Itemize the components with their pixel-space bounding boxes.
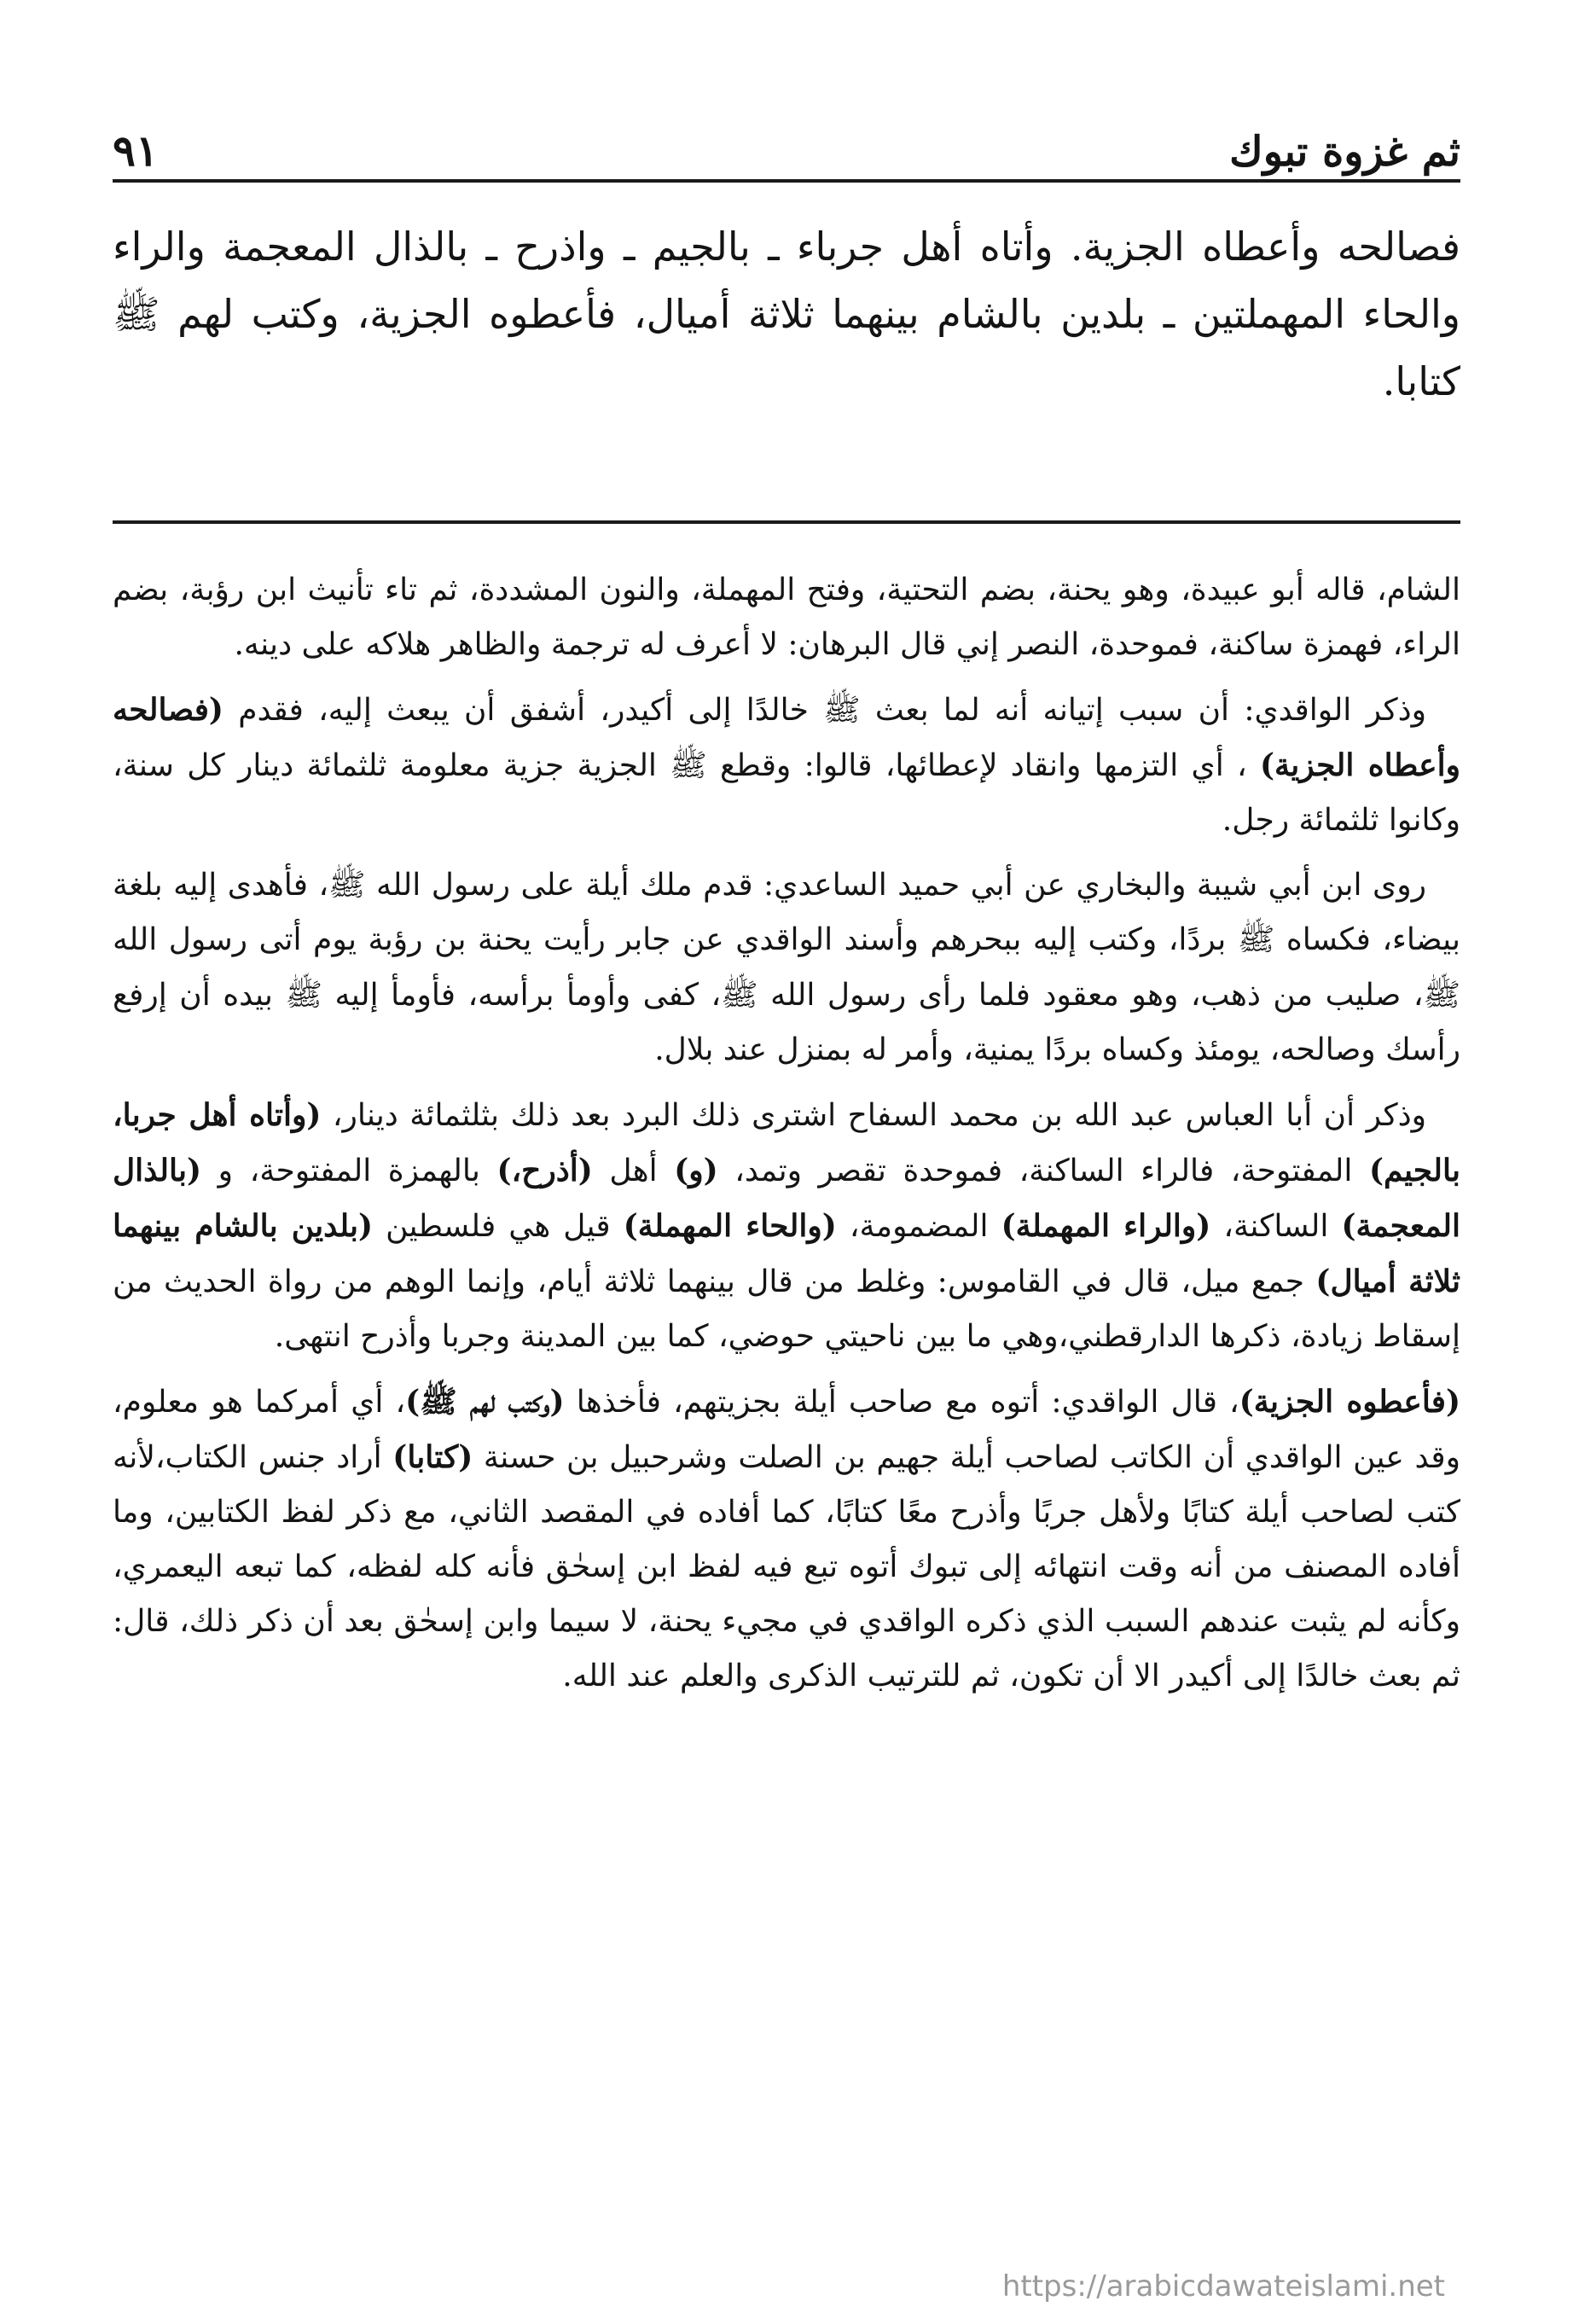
text-run: ، أي التزمها وانقاد لإعطائها، قالوا: وقطع ﷺ الجزية جزية معلومة ثلثمائة دينار كل سنة، وكانوا ثلثمائة رجل. [113,748,1460,839]
commentary-paragraph-3: روى ابن أبي شيبة والبخاري عن أبي حميد الساعدي: قدم ملك أيلة على رسول الله ﷺ، فأهدى إليه بلغة بيضاء، فكساه ﷺ بردًا، وكتب إليه ببحرهم وأسند الواقدي عن جابر رأيت يحنة بن رؤبة يوم أتى رسول الله ﷺ، صليب من ذهب، وهو معقود فلما رأى رسول الله ﷺ، كفى وأومأ برأسه، فأومأ إليه ﷺ بيده أن إرفع رأسك وصالحه، يومئذ وكساه بردًا يمنية، وأمر له بمنزل عند بلال. [113,868,1460,1067]
page-number: ٩١ [113,125,159,176]
quoted-matn: (والحاء المهملة) [623,1207,837,1244]
watermark-url: https://arabicdawateislami.net [1001,2269,1445,2304]
quoted-matn: (و) [674,1152,718,1188]
text-run: المفتوحة، فالراء الساكنة، فموحدة تقصر وتمد، [717,1153,1369,1188]
quoted-matn: (كتابا) [392,1439,473,1476]
running-title: ثم غزوة تبوك [1229,128,1460,176]
text-run: وذكر الواقدي: أن سبب إتيانه أنه لما بعث ﷺ خالدًا إلى أكيدر، أشفق أن يبعث إليه، فقدم [223,693,1426,729]
quoted-matn: (بالذال المعجمة) [113,1152,1460,1244]
text-run: الساكنة، [1210,1208,1342,1244]
commentary [113,563,1460,1715]
text-run: ، أي أمركما هو معلوم، وقد عين الواقدي أن الكاتب لصاحب أيلة جهيم بن الصلت وشرحبيل بن حسنة [113,1385,1460,1476]
text-run: أراد جنس الكتاب،لأنه كتب لصاحب أيلة كتابًا ولأهل جربًا وأذرح معًا كتابًا، كما أفاده في المقصد الثاني، مع ذكر لفظ الكتابين، وما أفاده المصنف من أنه وقت انتهائه إلى تبوك أتوه تبع فيه لفظ ابن إسحٰق فأنه كله لفظه، كما تبعه اليعمري، وكأنه لم يثبت عندهم السبب الذي ذكره الواقدي في مجيء يحنة، لا سيما وابن إسحٰق بعد أن ذكر ذلك، قال: ثم بعث خالدًا إلى أكيدر الا أن تكون، ثم للترتيب الذكرى والعلم عند الله. [113,1440,1460,1694]
page-header [113,78,1460,176]
commentary-paragraph-4 [113,1088,1460,1364]
quoted-matn: (فصالحه وأعطاه الجزية) [113,692,1460,784]
quoted-matn: (وأتاه أهل جربا، بالجيم) [113,1096,1461,1188]
text-run: المضمومة، [836,1208,1001,1244]
text-run: وذكر أن أبا العباس عبد الله بن محمد السفاح اشترى ذلك البرد بعد ذلك بثلثمائة دينار، [321,1097,1427,1133]
commentary-paragraph-5 [113,1374,1460,1704]
text-run: ، قال الواقدي: أتوه مع صاحب أيلة بجزيتهم، فأخذها [564,1385,1239,1421]
header-rule [113,179,1460,183]
text-run: بالهمزة المفتوحة، و [201,1153,497,1188]
quoted-matn: (وكتب لهم ﷺ) [405,1384,565,1421]
quoted-matn: (فأعطوه الجزية) [1239,1384,1461,1421]
quoted-matn: (أذرح،) [496,1152,593,1188]
text-run: قيل هي فلسطين [373,1208,624,1244]
main-text: فصالحه وأعطاه الجزية. وأتاه أهل جرباء ـ بالجيم ـ واذرح ـ بالذال المعجمة والراء والحاء المهملتين ـ بلدين بالشام بينهما ثلاثة أميال، فأعطوه الجزية، وكتب لهم ﷺ كتابا. [113,224,1460,405]
commentary-paragraph-2 [113,683,1460,848]
commentary-paragraph-1: الشام، قاله أبو عبيدة، وهو يحنة، بضم التحتية، وفتح المهملة، والنون المشددة، ثم تاء تأنيث ابن رؤبة، بضم الراء، فهمزة ساكنة، فموحدة، النصر إني قال البرهان: لا أعرف له ترجمة والظاهر هلاكه على دينه. [113,572,1460,663]
text-run: أهل [592,1153,675,1188]
commentary-divider [113,520,1460,524]
text-run: جمع ميل، قال في القاموس: وغلط من قال بينهما ثلاثة أيام، وإنما الوهم من رواة الحديث من إسقاط زيادة، ذكرها الدارقطني،وهي ما بين ناحيتي حوضي، كما بين المدينة وجربا وأذرح انتهى. [113,1264,1460,1355]
quoted-matn: (بلدين بالشام بينهما ثلاثة أميال) [113,1207,1460,1299]
quoted-matn: (والراء المهملة) [1001,1207,1211,1244]
